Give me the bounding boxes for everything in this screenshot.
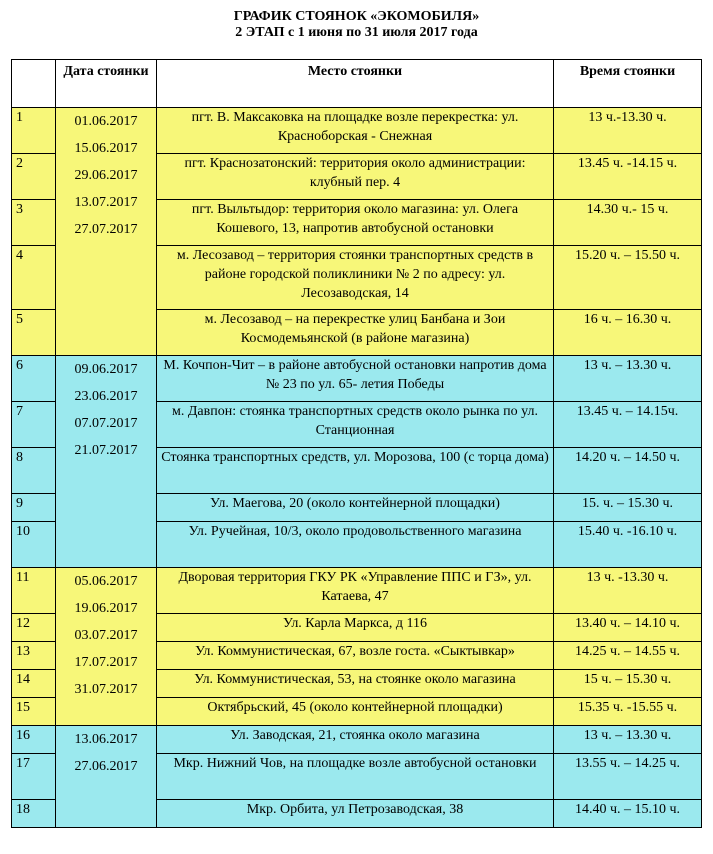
document-title: ГРАФИК СТОЯНОК «ЭКОМОБИЛЯ»: [233, 9, 480, 24]
parking-location: Ул. Ручейная, 10/3, около продовольственного магазина: [157, 522, 554, 568]
parking-location: пгт. В. Максаковка на площадке возле перекрестка: ул. Красноборская - Снежная: [157, 108, 554, 154]
parking-location: м. Лесозавод – на перекрестке улиц Банбана и Зои Космодемьянской (в районе магазина): [157, 310, 554, 356]
parking-time: 13 ч. – 13.30 ч.: [554, 356, 702, 402]
header-place: Место стоянки: [157, 60, 554, 108]
parking-time: 13.45 ч. -14.15 ч.: [554, 154, 702, 200]
date-item: 07.07.2017: [74, 416, 138, 431]
row-number: 2: [12, 154, 56, 200]
schedule-table: [11, 59, 702, 828]
date-item: 15.06.2017: [74, 141, 138, 156]
parking-location: м. Лесозавод – территория стоянки транспортных средств в районе городской поликлиники № 2 по адресу: ул. Лесозаводская, 14: [157, 246, 554, 310]
header-time: Время стоянки: [554, 60, 702, 108]
date-item: 13.07.2017: [74, 195, 138, 210]
parking-location: Ул. Заводская, 21, стоянка около магазина: [157, 726, 554, 754]
parking-location: м. Давпон: стоянка транспортных средств около рынка по ул. Станционная: [157, 402, 554, 448]
row-number: 16: [12, 726, 56, 754]
row-number: 18: [12, 800, 56, 828]
parking-time: 15 ч. – 15.30 ч.: [554, 670, 702, 698]
parking-time: 13 ч.-13.30 ч.: [554, 108, 702, 154]
parking-location: Стоянка транспортных средств, ул. Морозова, 100 (с торца дома): [157, 448, 554, 494]
parking-location: Ул. Маегова, 20 (около контейнерной площадки): [157, 494, 554, 522]
parking-time: 15.35 ч. -15.55 ч.: [554, 698, 702, 726]
parking-location: пгт. Краснозатонский: территория около администрации: клубный пер. 4: [157, 154, 554, 200]
row-number: 3: [12, 200, 56, 246]
parking-location: М. Кочпон-Чит – в районе автобусной остановки напротив дома № 23 по ул. 65- летия Победы: [157, 356, 554, 402]
row-number: 4: [12, 246, 56, 310]
row-number: 1: [12, 108, 56, 154]
parking-location: Ул. Коммунистическая, 67, возле госта. «Сыктывкар»: [157, 642, 554, 670]
table-row: [12, 356, 702, 402]
date-item: 05.06.2017: [74, 574, 138, 589]
table-row: [12, 108, 702, 154]
parking-time: 15.20 ч. – 15.50 ч.: [554, 246, 702, 310]
row-number: 6: [12, 356, 56, 402]
date-list: [56, 726, 157, 828]
date-item: 17.07.2017: [74, 655, 138, 670]
parking-location: Ул. Карла Маркса, д 116: [157, 614, 554, 642]
date-item: 29.06.2017: [74, 168, 138, 183]
parking-location: Октябрьский, 45 (около контейнерной площадки): [157, 698, 554, 726]
header-date: Дата стоянки: [56, 60, 157, 108]
row-number: 10: [12, 522, 56, 568]
parking-time: 14.20 ч. – 14.50 ч.: [554, 448, 702, 494]
date-list: [56, 356, 157, 568]
parking-time: 13 ч. -13.30 ч.: [554, 568, 702, 614]
date-list: [56, 568, 157, 726]
parking-location: Дворовая территория ГКУ РК «Управление ППС и ГЗ», ул. Катаева, 47: [157, 568, 554, 614]
date-item: 27.07.2017: [74, 222, 138, 237]
date-item: 09.06.2017: [74, 362, 138, 377]
parking-location: Мкр. Нижний Чов, на площадке возле автобусной остановки: [157, 754, 554, 800]
parking-time: 13.40 ч. – 14.10 ч.: [554, 614, 702, 642]
parking-location: Ул. Коммунистическая, 53, на стоянке около магазина: [157, 670, 554, 698]
parking-time: 15. ч. – 15.30 ч.: [554, 494, 702, 522]
parking-time: 13.45 ч. – 14.15ч.: [554, 402, 702, 448]
parking-location: пгт. Выльтыдор: территория около магазина: ул. Олега Кошевого, 13, напротив автобусной остановки: [157, 200, 554, 246]
date-item: 21.07.2017: [74, 443, 138, 458]
header-num: [12, 60, 56, 108]
date-item: 23.06.2017: [74, 389, 138, 404]
date-item: 27.06.2017: [74, 759, 138, 774]
date-item: 19.06.2017: [74, 601, 138, 616]
row-number: 11: [12, 568, 56, 614]
document-subtitle: 2 ЭТАП с 1 июня по 31 июля 2017 года: [235, 25, 478, 40]
parking-time: 13.55 ч. – 14.25 ч.: [554, 754, 702, 800]
table-row: [12, 726, 702, 754]
row-number: 14: [12, 670, 56, 698]
row-number: 8: [12, 448, 56, 494]
date-item: 13.06.2017: [74, 732, 138, 747]
parking-time: 14.25 ч. – 14.55 ч.: [554, 642, 702, 670]
parking-time: 15.40 ч. -16.10 ч.: [554, 522, 702, 568]
row-number: 12: [12, 614, 56, 642]
parking-location: Мкр. Орбита, ул Петрозаводская, 38: [157, 800, 554, 828]
date-list: [56, 108, 157, 356]
row-number: 5: [12, 310, 56, 356]
date-item: 01.06.2017: [74, 114, 138, 129]
row-number: 7: [12, 402, 56, 448]
date-item: 31.07.2017: [74, 682, 138, 697]
table-row: [12, 568, 702, 614]
parking-time: 14.40 ч. – 15.10 ч.: [554, 800, 702, 828]
row-number: 9: [12, 494, 56, 522]
row-number: 17: [12, 754, 56, 800]
parking-time: 13 ч. – 13.30 ч.: [554, 726, 702, 754]
row-number: 15: [12, 698, 56, 726]
parking-time: 14.30 ч.- 15 ч.: [554, 200, 702, 246]
row-number: 13: [12, 642, 56, 670]
parking-time: 16 ч. – 16.30 ч.: [554, 310, 702, 356]
date-item: 03.07.2017: [74, 628, 138, 643]
